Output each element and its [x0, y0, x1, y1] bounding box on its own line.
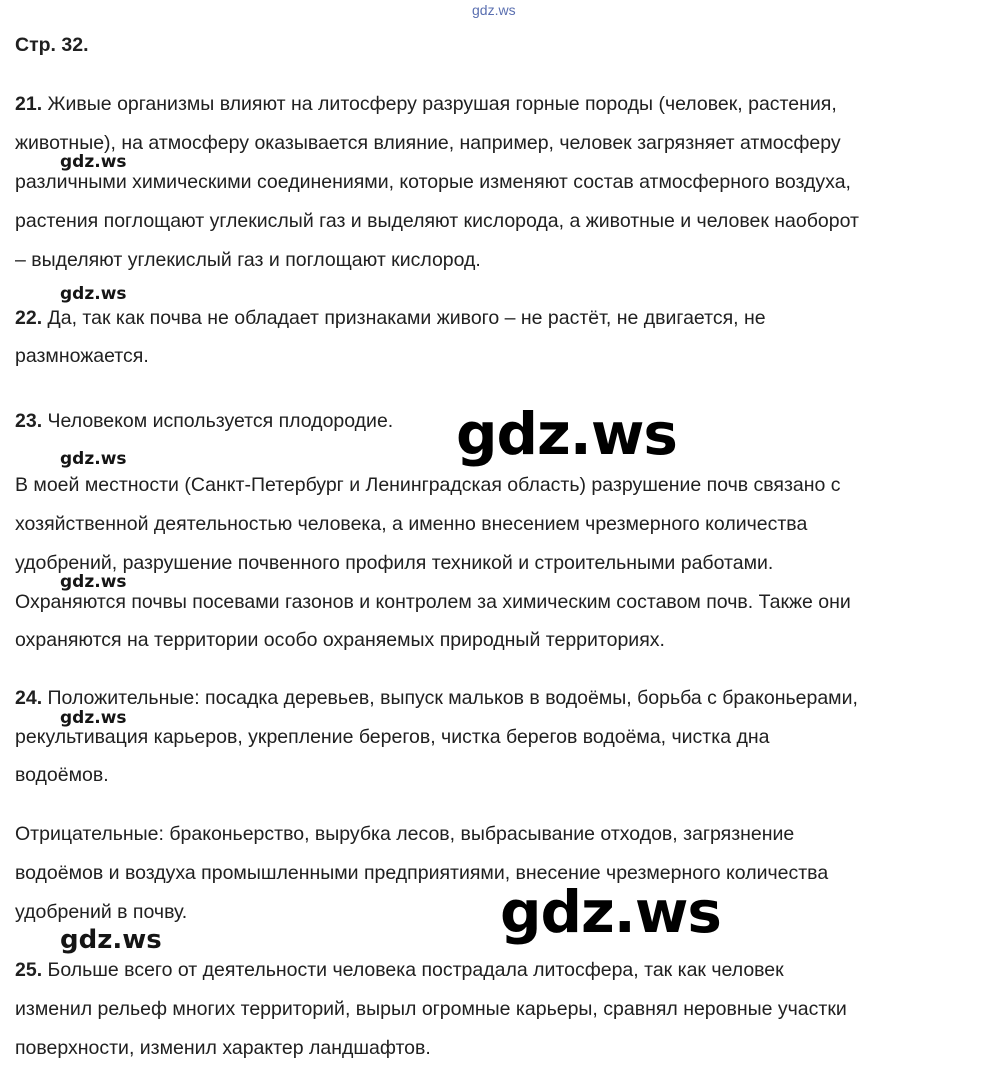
answer-line: удобрений, разрушение почвенного профиля техникой и строительными работами.	[15, 552, 774, 574]
watermark-top: gdz.ws	[472, 2, 516, 18]
answer-number: 22.	[15, 307, 43, 329]
watermark: gdz.ws	[60, 152, 127, 172]
answer-number: 21.	[15, 93, 43, 115]
watermark: gdz.ws	[60, 449, 127, 469]
answer-line	[15, 306, 766, 330]
answer-text: Да, так как почва не обладает признаками живого – не растёт, не двигается, не	[42, 307, 766, 329]
answer-line: – выделяют углекислый газ и поглощают кислород.	[15, 249, 481, 271]
answer-number: 25.	[15, 959, 43, 981]
answer-number: 23.	[15, 410, 43, 432]
answer-line: Отрицательные: браконьерство, вырубка лесов, выбрасывание отходов, загрязнение	[15, 823, 795, 845]
answer-line	[15, 958, 784, 982]
answer-line: изменил рельеф многих территорий, вырыл огромные карьеры, сравнял неровные участки	[15, 998, 847, 1020]
answer-text: Больше всего от деятельности человека пострадала литосфера, так как человек	[42, 959, 784, 981]
answer-line: хозяйственной деятельностью человека, а именно внесением чрезмерного количества	[15, 513, 808, 535]
answer-line: водоёмов и воздуха промышленными предприятиями, внесение чрезмерного количества	[15, 862, 829, 884]
answer-line	[15, 686, 858, 710]
answer-line: поверхности, изменил характер ландшафтов.	[15, 1037, 431, 1059]
page-heading: Стр. 32.	[15, 34, 89, 56]
answer-line: В моей местности (Санкт-Петербург и Ленинградская область) разрушение почв связано с	[15, 474, 841, 496]
answer-line: удобрений в почву.	[15, 901, 188, 923]
watermark: gdz.ws	[60, 925, 162, 955]
answer-line: размножается.	[15, 345, 149, 367]
answer-line	[15, 92, 837, 116]
answer-line: водоёмов.	[15, 764, 109, 786]
watermark: gdz.ws	[60, 284, 127, 304]
answer-line: различными химическими соединениями, которые изменяют состав атмосферного воздуха,	[15, 171, 851, 193]
answer-text: Положительные: посадка деревьев, выпуск мальков в водоёмы, борьба с браконьерами,	[42, 687, 858, 709]
answer-line: растения поглощают углекислый газ и выделяют кислорода, а животные и человек наоборот	[15, 210, 859, 232]
watermark: gdz.ws	[60, 708, 127, 728]
answer-line	[15, 409, 393, 433]
answer-line: охраняются на территории особо охраняемых природный территориях.	[15, 629, 665, 651]
answer-text: Человеком используется плодородие.	[42, 410, 394, 432]
answer-line: животные), на атмосферу оказывается влияние, например, человек загрязняет атмосферу	[15, 132, 841, 154]
watermark-large: gdz.ws	[500, 878, 721, 946]
answer-text: Живые организмы влияют на литосферу разрушая горные породы (человек, растения,	[42, 93, 837, 115]
answer-number: 24.	[15, 687, 43, 709]
answer-line: рекультивация карьеров, укрепление берегов, чистка берегов водоёма, чистка дна	[15, 726, 770, 748]
watermark: gdz.ws	[60, 572, 127, 592]
watermark-large: gdz.ws	[456, 400, 677, 468]
answer-line: Охраняются почвы посевами газонов и контролем за химическим составом почв. Также они	[15, 591, 851, 613]
